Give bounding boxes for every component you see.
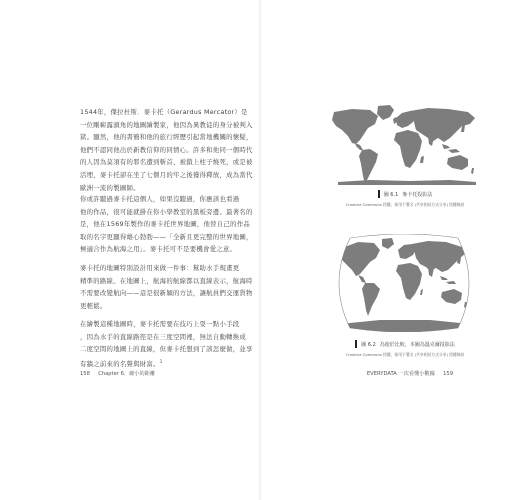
text-line: 極適合作為航海之用」。麥卡托可不是要機會愛之意。 — [80, 245, 237, 254]
text-line: 他的作品，很可能就掛在你小學教室的黑板旁邊。最著名的 — [80, 207, 253, 216]
winkel-world-map — [330, 234, 478, 332]
page-number: 159 — [443, 371, 453, 377]
text-line: 活埋，麥卡托卻在坐了七個月的牢之後獲得釋放，成為當代 — [80, 170, 253, 179]
figure-caption-6-2 — [330, 340, 480, 358]
winkel-map-figure — [330, 234, 478, 332]
paragraph-3 — [80, 262, 253, 312]
right-page-footer — [367, 370, 453, 377]
paragraph-1 — [80, 106, 253, 194]
text-line: 二度空間的地圖上的直線，但麥卡托想到了該怎麼做，並享 — [80, 345, 253, 354]
text-line-content: 有牆之前來的名聲與財富。 — [80, 359, 160, 368]
text-line: 他們不認同他出於新教信仰的同情心。許多和他同一個時代 — [80, 145, 253, 154]
text-line: 一位剛嶄露頭角的地圖繪製家，他因為異教徒的身分被判入 — [80, 120, 253, 129]
figure-credit: Creative Commons 授權，採用不署名 (共享相同方式分享) 授權條款 — [345, 352, 465, 357]
figure-title: 麥卡托投影法 — [402, 191, 433, 198]
text-line: 歐洲一流的製圖師。 — [80, 183, 140, 192]
figure-number: 圖 6.1 — [383, 191, 399, 198]
text-line: 在繪製這種地圖時，麥卡托需要在技巧上耍一點小手段 — [80, 320, 240, 328]
caption-title-row — [330, 340, 480, 348]
left-page-footer — [80, 370, 155, 377]
paragraph-4 — [80, 318, 253, 371]
text-line: 1544年，傑拉杜斯．麥卡托（Gerardus Mercator）是 — [80, 108, 248, 116]
text-line: ，因為水手的直線路徑是在三度空間裡，無法自動轉換成 — [80, 332, 247, 341]
mercator-map-figure — [330, 104, 478, 186]
figure-caption-6-1 — [330, 190, 480, 208]
text-line: 更輕鬆。 — [80, 301, 107, 310]
text-line: 獄。顯然，他的書簡和他的旅行經歷引起當地機關的懷疑， — [80, 133, 253, 142]
chapter-title: Chapter 6．縮小的距離 — [98, 371, 156, 377]
page-number: 158 — [80, 371, 90, 377]
text-line: 精準的路線。在地圖上，航海的航線都以直線表示，航海時 — [80, 276, 253, 285]
text-line: 取的名字更顯得雄心勃勃——「全新且更完整的世界地圖， — [80, 232, 253, 241]
text-line: 的人因為莫須有的罪名遭到斬首、被鎖上柱子燒死，或是被 — [80, 158, 253, 167]
paragraph-2 — [80, 193, 253, 256]
text-line — [80, 356, 246, 371]
figure-title: 為使於比較，本圖為溫克爾投影法 — [379, 341, 455, 348]
figure-number: 圖 6.2 — [361, 341, 376, 348]
book-title: EVERYDATA 一次看懂小數據 — [366, 371, 435, 377]
caption-marker — [355, 340, 357, 348]
text-line: 麥卡托的地圖特別設計用來做一件事：幫助水手規畫更 — [80, 264, 240, 272]
figure-credit: Creative Commons 授權，採用不署名 (共享相同方式分享) 授權條款 — [345, 202, 465, 207]
footnote-marker: 1 — [159, 358, 163, 364]
mercator-world-map — [330, 104, 478, 186]
text-line: 你或許聽過麥卡托這個人，如果沒聽過，你應該也看過 — [80, 195, 240, 203]
caption-title-row — [330, 190, 480, 198]
text-line: 是，他在1569年製作的麥卡托世界地圖，他替自己的作品 — [80, 220, 250, 229]
caption-marker — [378, 190, 380, 198]
text-line: 不需要改變航向——這是很新穎的方法，讓航員們交運貨物 — [80, 289, 253, 298]
